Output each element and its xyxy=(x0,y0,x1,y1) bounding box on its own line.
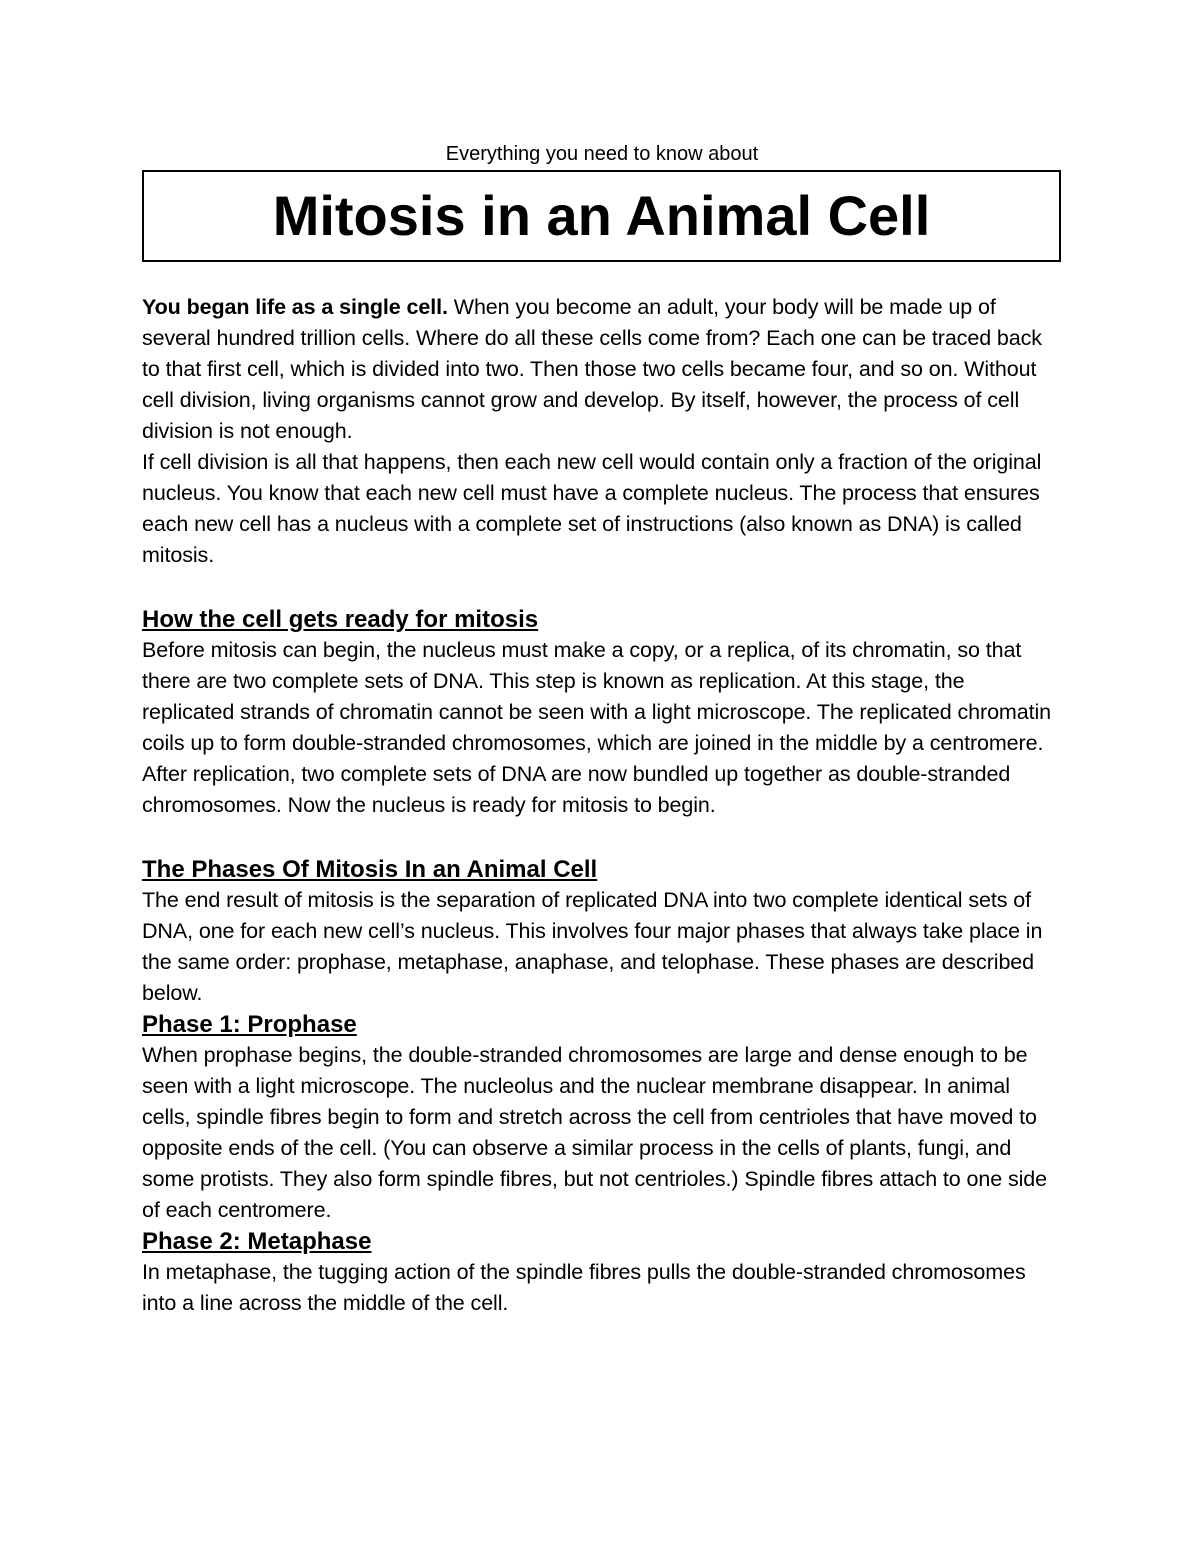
phase1-heading: Phase 1: Prophase xyxy=(142,1011,357,1038)
page-title: Mitosis in an Animal Cell xyxy=(272,184,931,247)
phases-heading: The Phases Of Mitosis In an Animal Cell xyxy=(142,856,598,883)
ready-heading: How the cell gets ready for mitosis xyxy=(142,606,539,633)
intro-body: When you become an adult, your body will be made up of several hundred trillion cells. Where do all these cells come from? Each one can be traced back to that first cell, which is divided into two. Then those two cells became four, and so on. Without cell division, living organisms cannot grow and develop. By itself, however, the process of cell division is not enough. xyxy=(142,295,1042,443)
eyebrow-text: Everything you need to know about xyxy=(445,143,759,165)
intro-lead: You began life as a single cell. xyxy=(142,295,448,319)
title-box xyxy=(142,170,1061,262)
phase1-paragraph: When prophase begins, the double-stranded chromosomes are large and dense enough to be seen with a light microscope. The nucleolus and the nuclear membrane disappear. In animal cells, spindle fibres begin to form and stretch across the cell from centrioles that have moved to opposite ends of the cell. (You can observe a similar process in the cells of plants, fungi, and some protists. They also form spindle fibres, but not centrioles.) Spindle fibres attach to one side of each centromere. xyxy=(142,1043,1048,1222)
phases-paragraph: The end result of mitosis is the separation of replicated DNA into two complete identical sets of DNA, one for each new cell’s nucleus. This involves four major phases that always take place in the same order: prophase, metaphase, anaphase, and telophase. These phases are described below. xyxy=(142,888,1043,1005)
phase2-paragraph: In metaphase, the tugging action of the spindle fibres pulls the double-stranded chromosomes into a line across the middle of the cell. xyxy=(142,1260,1026,1315)
document-page xyxy=(142,140,1062,1319)
intro-paragraph-2: If cell division is all that happens, then each new cell would contain only a fraction of the original nucleus. You know that each new cell must have a complete nucleus. The process that ensures each new cell has a nucleus with a complete set of instructions (also known as DNA) is called mitosis. xyxy=(142,450,1042,567)
intro-paragraph xyxy=(142,292,1062,447)
phase2-heading: Phase 2: Metaphase xyxy=(142,1228,372,1255)
ready-paragraph: Before mitosis can begin, the nucleus must make a copy, or a replica, of its chromatin, so that there are two complete sets of DNA. This step is known as replication. At this stage, the replicated strands of chromatin cannot be seen with a light microscope. The replicated chromatin coils up to form double-stranded chromosomes, which are joined in the middle by a centromere. After replication, two complete sets of DNA are now bundled up together as double-stranded chromosomes. Now the nucleus is ready for mitosis to begin. xyxy=(142,638,1052,817)
